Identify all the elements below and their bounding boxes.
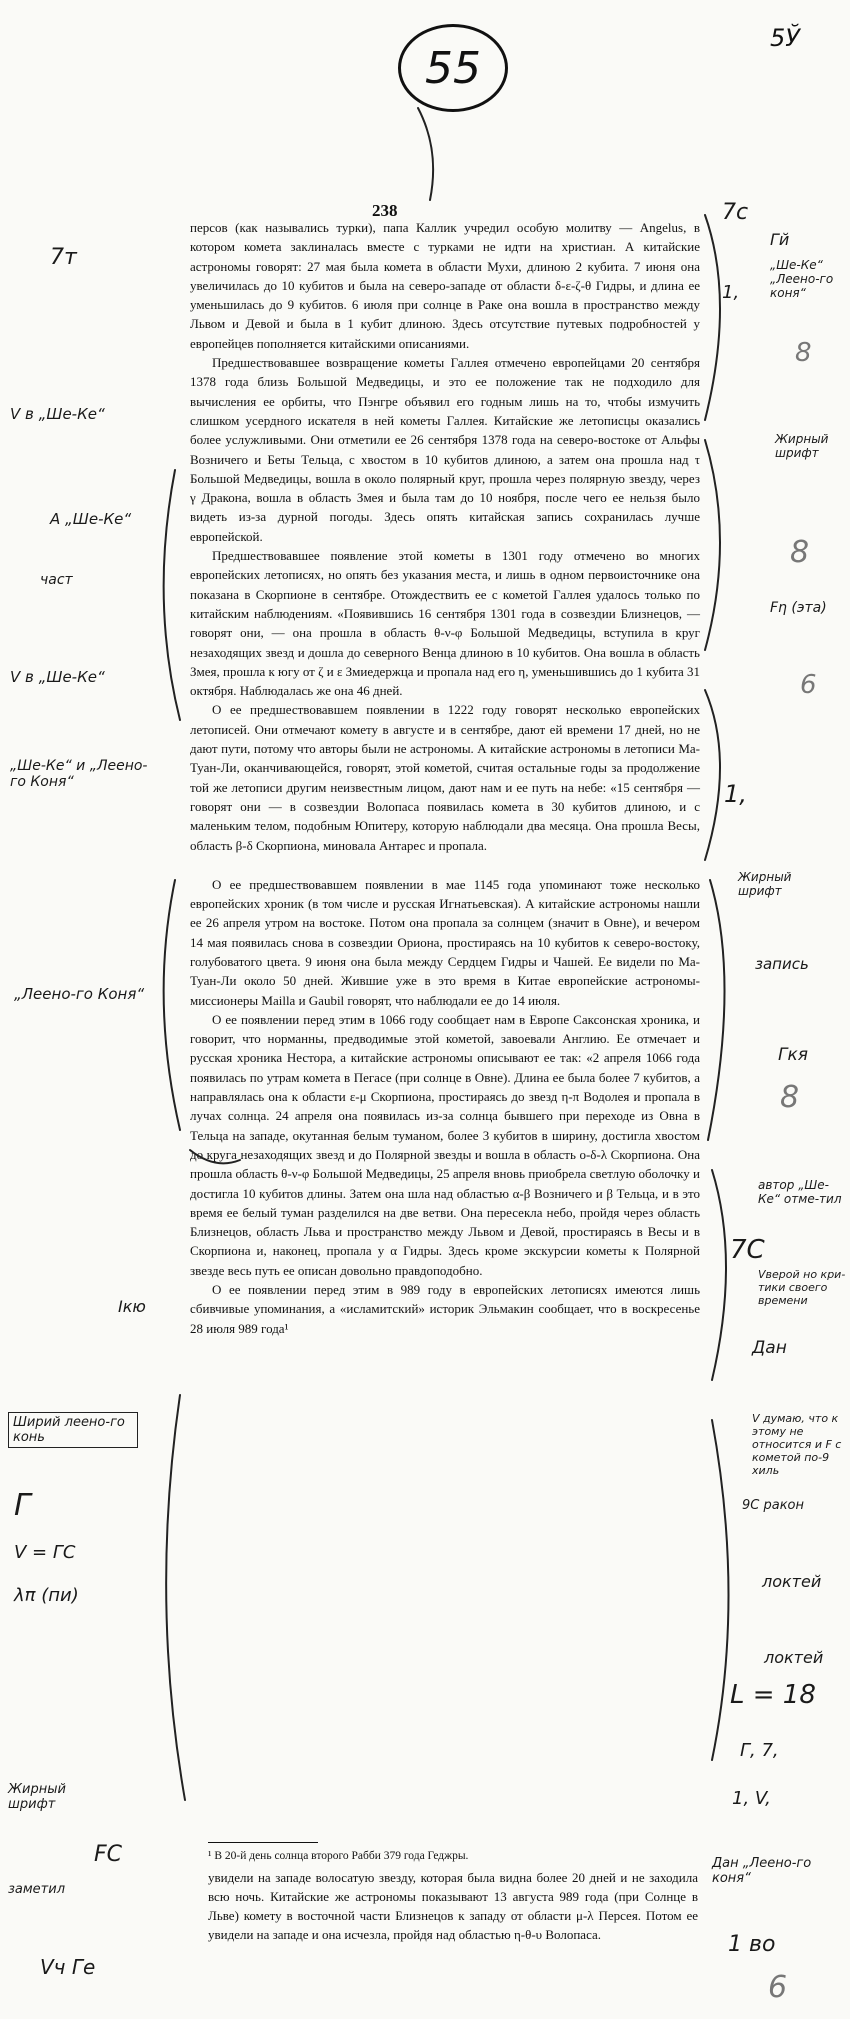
right-bracket-2	[705, 440, 720, 650]
margin-note-right: Дан	[752, 1338, 787, 1358]
right-bracket-4	[708, 880, 725, 1140]
margin-note-right: Дан „Леено-го коня“	[712, 1856, 812, 1886]
margin-note-right: V думаю, что к этому не относится и F с кометой по-9 хиль	[752, 1412, 842, 1477]
margin-note-right: 7с	[722, 200, 749, 225]
right-bracket-3	[705, 690, 720, 860]
paragraph-4: О ее предшествовавшем появлении в 1222 году говорят несколько европейских летописей. Они отмечают комету в августе и в сентябре, дают ей времени 17 дней, но не дают пути, потому что авторы были не астрономы. А китайские астрономы в летописи Ма-Туан-Ли, оканчивающейся, говорят, этой кометой, считая остальные годы за продолжение той же летописи другим неизвестным лицом, дают нам и ее путь на небе: «15 сентября — говорят они — в созвездии Волопаса появилась комета в 30 кубитов длиною, и с маленьким телом, подобным Юпитеру, которую наблюдали два месяца. Она прошла Весы, область β-δ Скорпиона, миновала Антарес и пропала.	[190, 702, 700, 853]
left-bracket-2	[164, 880, 180, 1130]
margin-note-right: локтей	[762, 1572, 822, 1591]
margin-note-left: заметил	[8, 1882, 66, 1897]
margin-note-right: Гкя	[778, 1045, 808, 1065]
margin-note-right: 1 во	[728, 1932, 776, 1957]
margin-note-left: Iкю	[118, 1297, 146, 1316]
margin-note-right: Fη (эта)	[770, 600, 827, 616]
footnote-text: ¹ В 20-й день солнца второго Рабби 379 года Геджры.	[208, 1850, 469, 1862]
margin-note-right: Жирный шрифт	[738, 870, 792, 898]
margin-note-right: Г, 7,	[740, 1740, 779, 1761]
margin-note-left-boxed: Ширий леено-го конь	[8, 1412, 138, 1448]
margin-note-right: локтей	[764, 1648, 824, 1667]
margin-note-right: 8	[780, 1080, 800, 1115]
margin-note-right: 1,	[722, 282, 740, 303]
margin-note-right: 7С	[730, 1235, 765, 1265]
margin-note-right: 6	[800, 670, 817, 700]
margin-note-right: запись	[755, 955, 809, 973]
margin-note-left: Vч Ге	[40, 1955, 96, 1979]
paragraph-1: персов (как назывались турки), папа Каллик учредил особую молитву — Angelus, в котором комета заклиналась вместе с турками не идти на христиан. А китайские астрономы говорят: 27 мая была комета в области Мухи, длиною 2 кубита. 7 июня она увеличилась до 10 кубитов и была на северо-западе от области δ-ε-ζ-θ Гидры, и длина ее уменьшилась до 9 кубитов. 6 июля при солнце в Раке она вошла в пространство между Львом и Девой и была в 1 кубит длиною. Здесь отсутствие путевых подробностей у европейцев пополняется китайскими описаниями.	[190, 220, 700, 351]
margin-note-left: част	[40, 572, 73, 588]
corner-number: 5Ў	[770, 24, 800, 52]
margin-note-right: 8	[795, 338, 812, 368]
margin-note-left: V в „Ше-Ке“	[10, 405, 105, 423]
margin-note-left: Жирный шрифт	[8, 1782, 66, 1812]
margin-note-right: 6	[768, 1970, 788, 2005]
margin-note-left: А „Ше-Ке“	[50, 510, 132, 528]
left-bracket-3	[166, 1395, 185, 1800]
margin-note-right: Гй	[770, 230, 790, 249]
margin-note-left: „Леено-го Коня“	[14, 985, 145, 1003]
tail-paragraph: увидели на западе волосатую звезду, которая была видна более 20 дней и не заходила всю ночь. Китайские же астрономы показывают 13 августа 989 года (при Солнце в Льве) комету в восточной части Близнецов к западу от области μ-λ Персея. Потом ее увидели на западе и она исчезла, пройдя над областью η-θ-υ Волопаса.	[208, 1870, 698, 1942]
margin-note-right: L = 18	[730, 1680, 816, 1710]
margin-note-left: Г	[14, 1488, 31, 1523]
paragraph-3: Предшествовавшее появление этой кометы в 1301 году отмечено во многих европейских летописях, но опять без указания места, и лишь в одном первоисточнике она показана в Скорпионе в сентябре. Отождествить ее с кометой Галлея удалось только по китайским наблюдениям. «Появившись 16 сентября 1301 года в созвездии Близнецов, — говорят они, — она прошла в область θ-ν-φ Большой Медведицы, вступила в круг незаходящих звезд и дошла до северного Венца длиною в 10 кубитов. Она вошла в область Змея, прошла к югу от ζ и ε Змиедержца и пропала над его η, уменьшившись до 1 кубита 31 октября. Наблюдалась же она 46 дней.	[190, 548, 700, 699]
margin-note-left: „Ше-Ке“ и „Леено-го Коня“	[10, 758, 148, 790]
margin-note-right: 1, V,	[732, 1788, 771, 1809]
paragraph-7: О ее появлении перед этим в 989 году в европейских летописях имеются лишь сбивчивые упоминания, а «исламитский» историк Эльмакин сообщает, что в воскресенье 28 июля 989 года¹	[190, 1282, 700, 1336]
margin-note-right: „Ше-Ке“ „Леено-го коня“	[770, 258, 834, 300]
margin-note-right: Жирный шрифт	[775, 432, 829, 460]
margin-note-right: Vверой но кри-тики своего времени	[758, 1268, 846, 1307]
paragraph-5: О ее предшествовавшем появлении в мае 1145 года упоминают тоже несколько европейских хроник (в том числе и русская Игнатьевская). А китайские астрономы нашли ее 26 апреля утром на востоке. Потом она пропала за солнцем (значит в Овне), и вечером 14 мая появилась снова в созвездии Ориона, простираясь на 10 кубитов к северо-востоку, голубоватого цвета. 9 июня она была между Сердцем Гидры и Чашей. Ее видели по Ма-Туан-Ли около 50 дней. Жившие уже в это время в Китае европейские астрономы-миссионеры Mailla и Gaubil говорят, что наблюдали ее до 14 июля.	[190, 876, 700, 1008]
margin-note-left: V = ГС	[14, 1542, 76, 1563]
right-bracket-1	[705, 215, 720, 420]
margin-note-right: 1,	[724, 780, 747, 808]
margin-note-left: V в „Ше-Ке“	[10, 668, 105, 686]
page-number: 238	[372, 201, 398, 220]
margin-note-right: 8	[790, 535, 810, 570]
paragraph-6: О ее появлении перед этим в 1066 году сообщает нам в Европе Саксонская хроника, и говорит, что норманны, предводимые этой кометой, завоевали Англию. Ее отмечает и русская хроника Нестора, а китайские астрономы описывают ее так: «2 апреля 1066 года появилась по утрам комета в Пегасе (при солнце в Овне). Длина ее была более 7 кубитов, а направлялась она к области ε-μ Скорпиона, простираясь до звезд η-π Водолея и пропала в лучах солнца. 24 апреля она появилась из-за солнца бывшего при переходе из Овна в Тельца на западе, окутанная белым туманом, более 3 кубитов в ширину, достигла хвостом до круга незаходящих звезд и до Полярной звезды и вошла в область ο-δ-λ Скорпиона. Она прошла область θ-ν-φ Большой Медведицы, 25 апреля вновь приобрела светлую оболочку и достигла 10 кубитов длины. Затем она шла над областью α-β Возничего и β Тельца, и в это время ее белый туман разделился на две ветви. Она пересекла небо, пройдя через область Близнецов, область Льва и пространство между Львом и Девой, простираясь в Весы и в Скорпиона и, наконец, пропала у α Гидры. Здесь кроме экскурсии кометы к Полярной звезде весь путь ее описан довольно правдоподобно.	[190, 1011, 701, 1278]
left-bracket-1	[164, 470, 180, 720]
margin-note-right: 9С ракон	[742, 1498, 805, 1513]
margin-note-left: 7т	[50, 245, 77, 270]
margin-note-left: λπ (пи)	[14, 1585, 79, 1606]
right-bracket-5	[712, 1170, 726, 1380]
margin-note-left: FC	[94, 1842, 123, 1867]
margin-note-right: автор „Ше-Ке“ отме-тил	[758, 1178, 842, 1206]
paragraph-2: Предшествовавшее возвращение кометы Галлея отмечено европейцами 20 сентября 1378 года близь Большой Медведицы, и это ее положение так не подходило для вычисления ее орбиты, что Пэнгре объявил его годным лишь на то, чтобы измучить слишком усердного искателя в ней кометы Галлея. Китайские же летописцы оказались более услужливыми. Они отметили ее 26 сентября 1378 года на северо-востоке от Альфы Возничего и Беты Тельца, с хвостом в 10 кубитов длиною, а затем она прошла над τ Большой Медведицы, вошла в около полярный круг, прошла через полярную звезду, через γ Дракона, вошла в область Змея и была там до 10 ноября, после чего ее нельзя было видеть из-за дурной погоды. Здесь опять китайская запись сохранилась лучше европейской.	[190, 355, 700, 544]
right-bracket-6	[712, 1420, 729, 1760]
stamp-arrow-stroke	[418, 108, 433, 200]
page-stamp: 55	[425, 42, 481, 94]
section-mark	[190, 1150, 240, 1163]
